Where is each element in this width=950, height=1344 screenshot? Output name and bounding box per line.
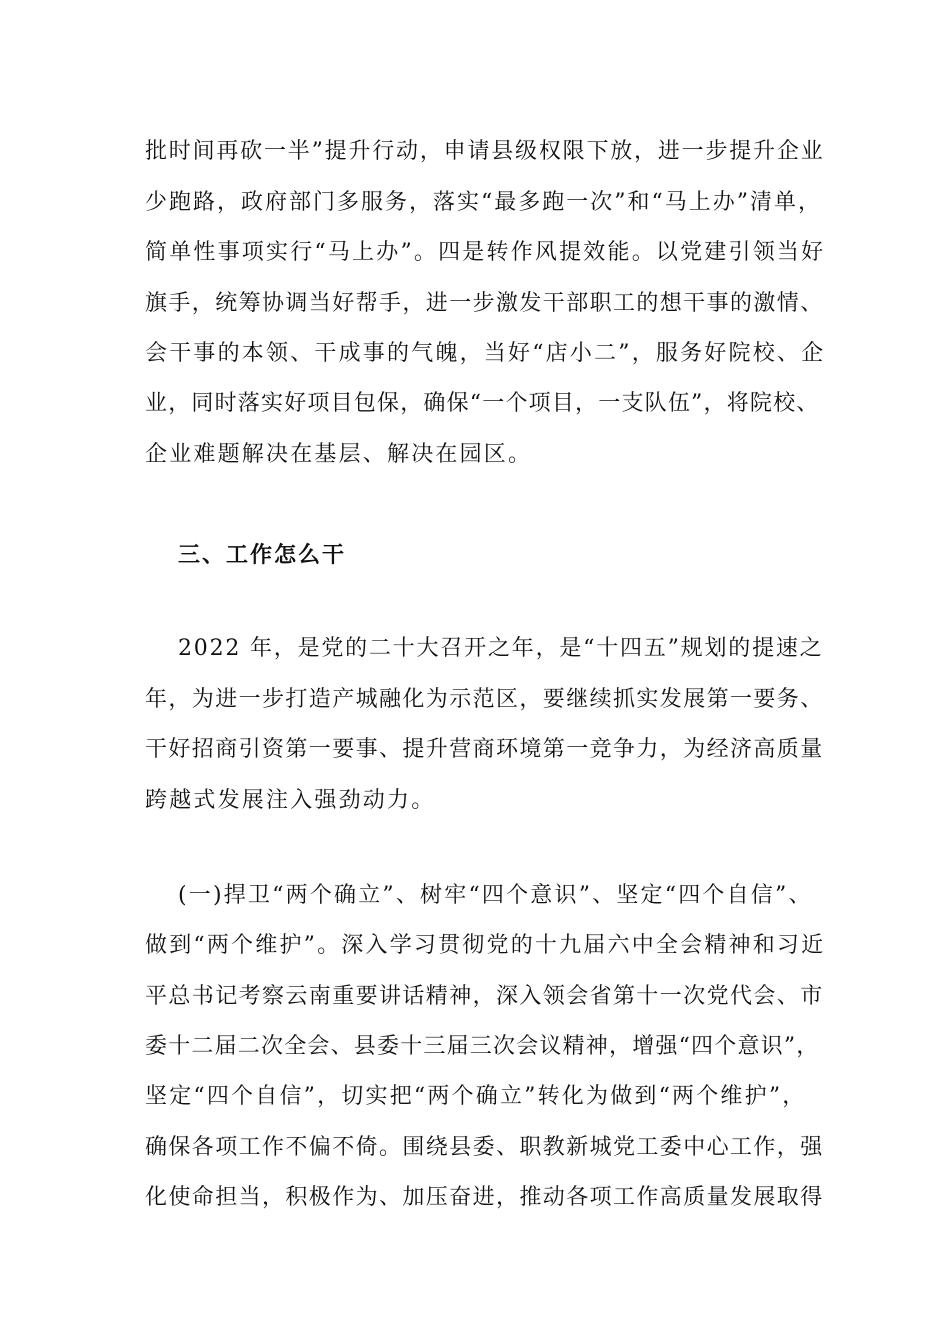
text-line: 平总书记考察云南重要讲话精神，深入领会省第十一次党代会、市 [145, 984, 824, 1009]
text-line: 批时间再砍一半”提升行动，申请县级权限下放，进一步提升企业 [145, 139, 825, 164]
text-line: 干好招商引资第一要事、提升营商环境第一竞争力，为经济高质量 [145, 737, 824, 762]
text-line: 年，为进一步打造产城融化为示范区，要继续抓实发展第一要务、 [145, 687, 824, 712]
text-line: 简单性事项实行“马上办”。四是转作风提效能。以党建引领当好 [145, 240, 826, 265]
text-line: 业，同时落实好项目包保，确保“一个项目，一支队伍”，将院校、 [145, 391, 820, 416]
text-line: 确保各项工作不偏不倚。围绕县委、职教新城党工委中心工作，强 [145, 1135, 824, 1160]
section-heading: 三、工作怎么干 [178, 542, 347, 568]
text-line: 2022 年，是党的二十大召开之年，是“十四五”规划的提速之 [178, 636, 824, 661]
text-line: 做到“两个维护”。深入学习贯彻党的十九届六中全会精神和习近 [145, 933, 826, 958]
text-line: 企业难题解决在基层、解决在园区。 [145, 442, 533, 467]
text-line: 化使命担当，积极作为、加压奋进，推动各项工作高质量发展取得 [145, 1185, 824, 1210]
text-line: 少跑路，政府部门多服务，落实“最多跑一次”和“马上办”清单， [145, 190, 822, 215]
text-line: (一)捍卫“两个确立”、树牢“四个意识”、坚定“四个自信”、 [178, 883, 813, 908]
text-line: 委十二届二次全会、县委十三届三次会议精神，增强“四个意识”， [145, 1034, 820, 1059]
text-line: 会干事的本领、干成事的气魄，当好“店小二”，服务好院校、企 [145, 341, 826, 366]
text-line: 旗手，统筹协调当好帮手，进一步激发干部职工的想干事的激情、 [145, 291, 824, 316]
text-line: 坚定“四个自信”，切实把“两个确立”转化为做到“两个维护”， [145, 1084, 807, 1109]
text-line: 跨越式发展注入强劲动力。 [145, 788, 436, 813]
